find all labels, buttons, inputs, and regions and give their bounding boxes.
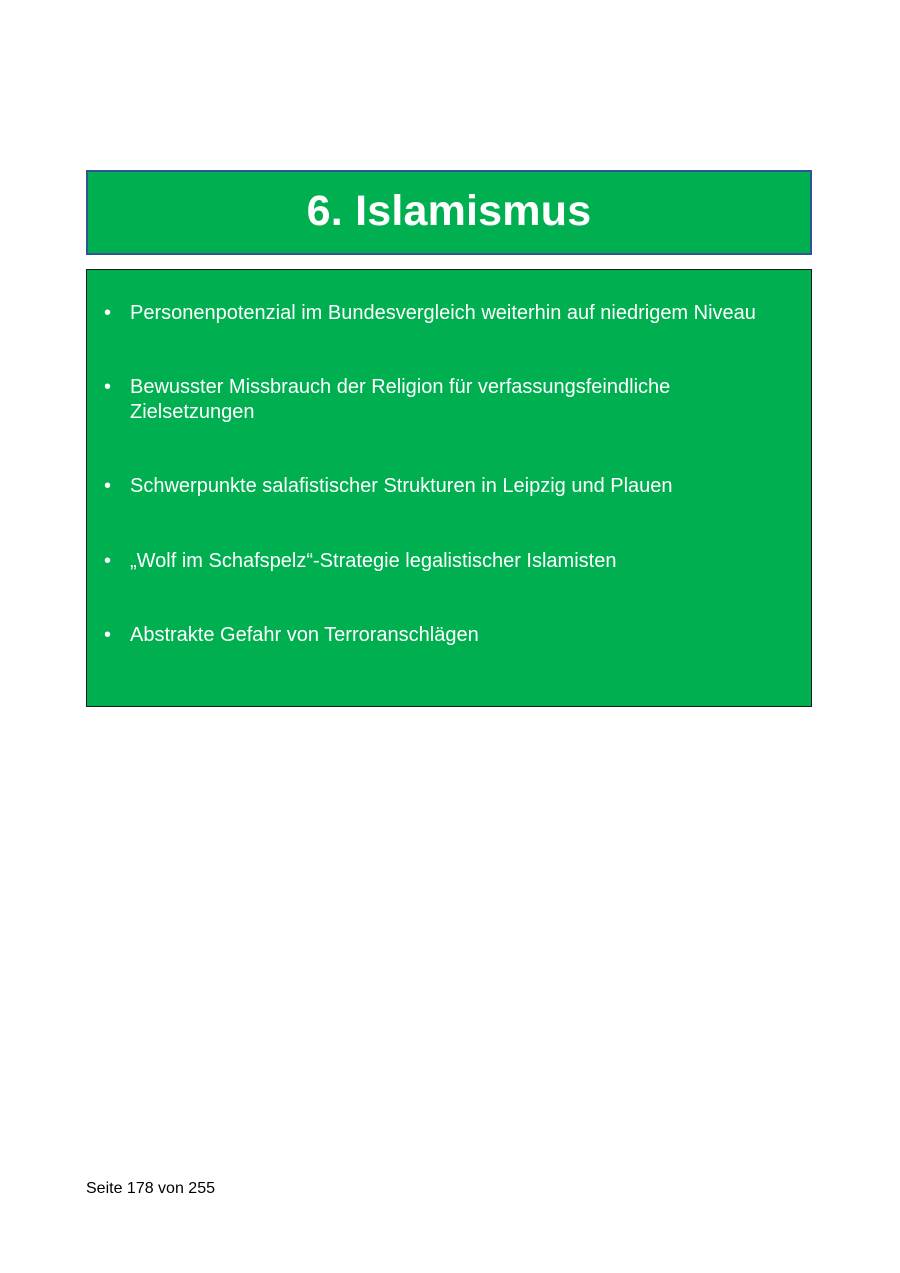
bullet-text: Personenpotenzial im Bundesvergleich weiterhin auf niedrigem Niveau: [130, 302, 756, 324]
bullet-icon: •: [104, 550, 112, 572]
bullet-icon: •: [104, 624, 112, 646]
bullet-icon: •: [104, 302, 112, 324]
page-title: 6. Islamismus: [306, 187, 592, 235]
bullet-text: Abstrakte Gefahr von Terroranschlägen: [130, 624, 479, 646]
bullet-text: „Wolf im Schafspelz“-Strategie legalistischer Islamisten: [130, 550, 617, 572]
bullet-text: Schwerpunkte salafistischer Strukturen in Leipzig und Plauen: [130, 475, 673, 497]
bullet-icon: •: [104, 376, 112, 398]
title-banner: [86, 170, 812, 255]
page-number: Seite 178 von 255: [86, 1180, 215, 1197]
bullet-text: Bewusster Missbrauch der Religion für verfassungsfeindliche Zielsetzungen: [130, 376, 671, 423]
bullet-icon: •: [104, 475, 112, 497]
content-panel: [86, 269, 812, 707]
